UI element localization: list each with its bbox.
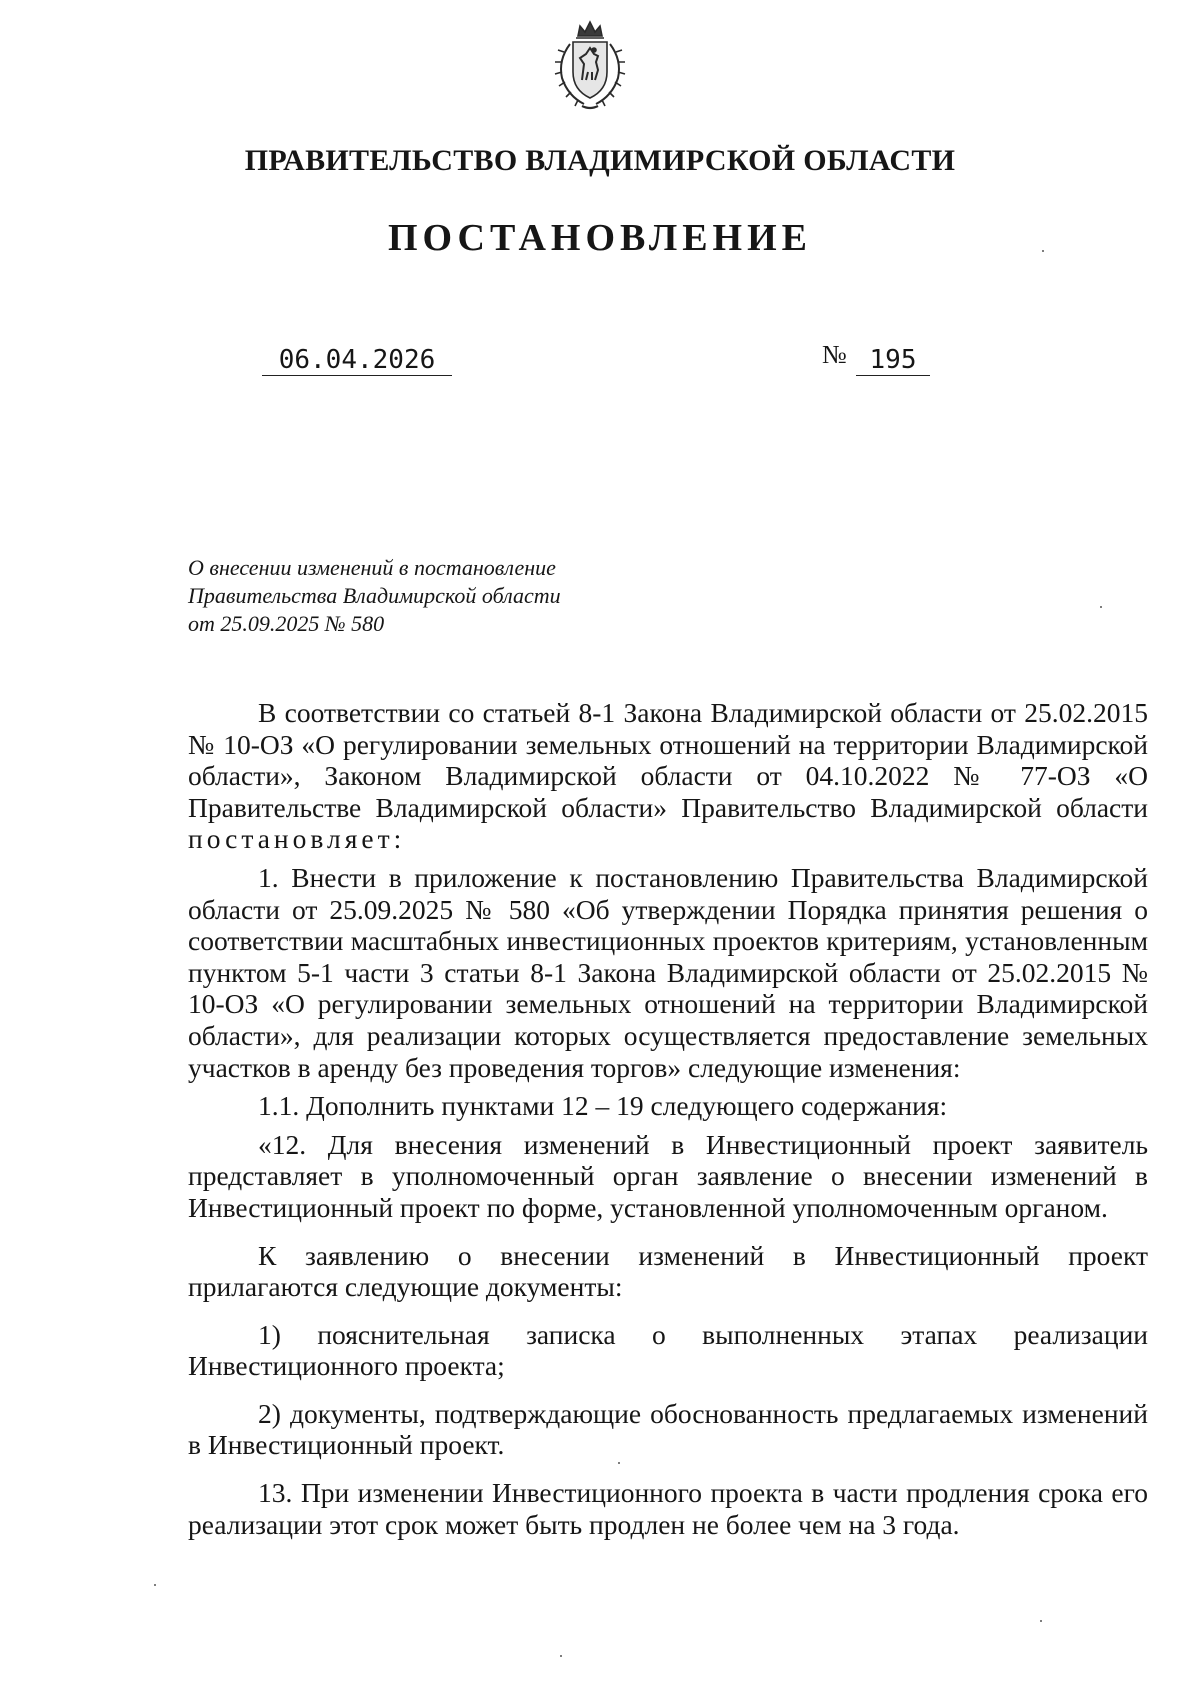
preamble-paragraph bbox=[188, 697, 1148, 855]
organization-name: ПРАВИТЕЛЬСТВО ВЛАДИМИРСКОЙ ОБЛАСТИ bbox=[244, 144, 956, 177]
number-label: № bbox=[822, 340, 847, 369]
subject-line-3: от 25.09.2025 № 580 bbox=[188, 611, 385, 636]
scan-speck bbox=[1100, 606, 1102, 608]
preamble-verb: постановляет: bbox=[188, 823, 406, 855]
scan-speck bbox=[618, 1462, 620, 1464]
paragraph-12: «12. Для внесения изменений в Инвестиционный проект заявитель представляет в уполномоченный орган заявление о внесении изменений в Инвестиционный проект по форме, установленной уполномоченным органом. bbox=[188, 1128, 1148, 1223]
document-type: ПОСТАНОВЛЕНИЕ bbox=[387, 217, 813, 259]
subject-line-2: Правительства Владимирской области bbox=[188, 583, 561, 608]
document-number: 195 bbox=[856, 345, 930, 376]
paragraph-1: 1. Внести в приложение к постановлению Правительства Владимирской области от 25.09.2025 № 580 «Об утверждении Порядка принятия решения о соответствии масштабных инвестиционных проектов критериям, установленным пунктом 5-1 части 3 статьи 8-1 Закона Владимирской области от 25.02.2015 № 10-ОЗ «О регулировании земельных отношений на территории Владимирской области», для реализации которых осуществляется предоставление земельных участков в аренду без проведения торгов» следующие изменения: bbox=[188, 861, 1148, 1083]
list-item-2: 2) документы, подтверждающие обоснованность предлагаемых изменений в Инвестиционный проект. bbox=[188, 1397, 1148, 1461]
document-date: 06.04.2026 bbox=[262, 345, 452, 376]
list-item-1: 1) пояснительная записка о выполненных этапах реализации Инвестиционного проекта; bbox=[188, 1318, 1148, 1382]
paragraph-12-documents: К заявлению о внесении изменений в Инвестиционный проект прилагаются следующие документы: bbox=[188, 1239, 1148, 1303]
subject-line-1: О внесении изменений в постановление bbox=[188, 555, 556, 580]
scan-speck bbox=[154, 1584, 156, 1586]
scan-speck bbox=[1042, 250, 1044, 252]
document-subject bbox=[188, 554, 648, 638]
paragraph-1-1: 1.1. Дополнить пунктами 12 – 19 следующего содержания: bbox=[258, 1090, 948, 1122]
document-body bbox=[188, 697, 1148, 1540]
scan-speck bbox=[560, 1655, 562, 1657]
paragraph-13: 13. При изменении Инвестиционного проекта в части продления срока его реализации этот срок может быть продлен не более чем на 3 года. bbox=[188, 1477, 1148, 1540]
coat-of-arms-icon bbox=[540, 14, 640, 114]
preamble-text: В соответствии со статьей 8-1 Закона Владимирской области от 25.02.2015 № 10-ОЗ «О регулировании земельных отношений на территории Владимирской области», Законом Владимирской области от 04.10.2022 № 77-ОЗ «О Правительстве Владимирской области» Правительство Владимирской области bbox=[188, 697, 1148, 823]
scan-speck bbox=[1040, 1620, 1042, 1622]
